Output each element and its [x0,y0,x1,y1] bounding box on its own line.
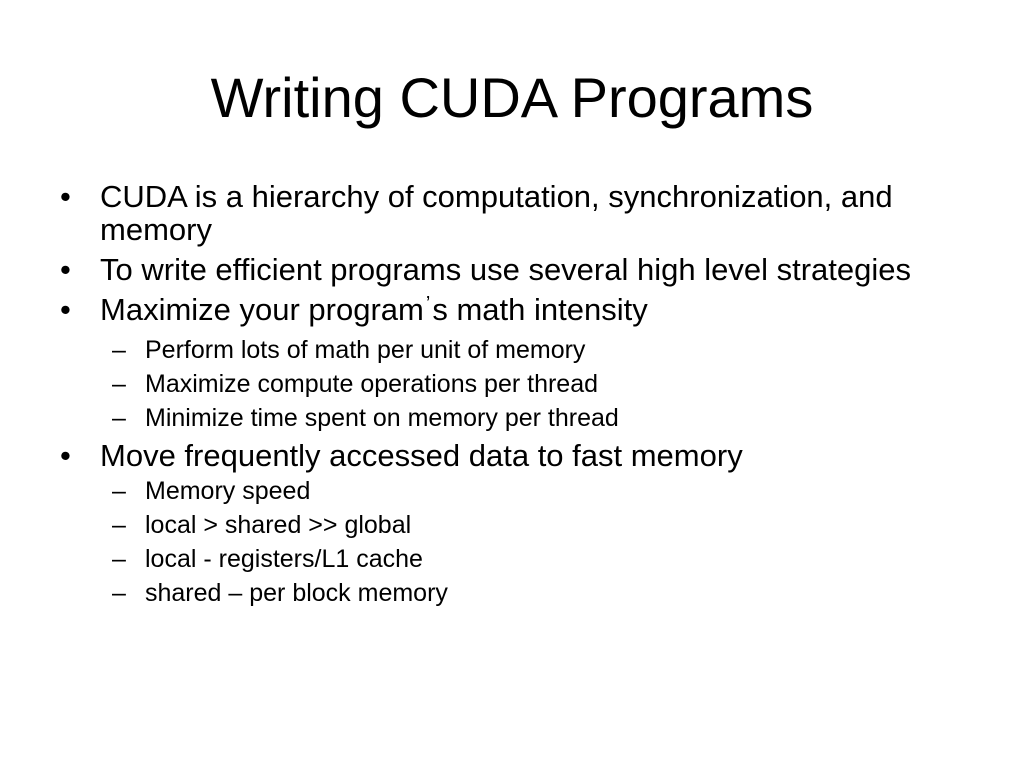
sub-bullet-item [100,337,958,364]
sub-bullet-marker: – [112,477,126,505]
bullet-marker: • [60,179,71,214]
sub-bullet-text: shared – per block memory [145,579,448,607]
sub-bullet-item [100,478,958,505]
bullet-item [58,293,958,432]
bullet-item [58,180,958,246]
bullet-list [58,180,958,614]
sub-bullet-item [100,546,958,573]
sub-bullet-marker: – [112,336,126,364]
sub-bullet-text: Memory speed [145,477,311,505]
sub-bullet-item [100,405,958,432]
sub-bullet-item [100,371,958,398]
bullet-text: Move frequently accessed data to fast memory [100,438,743,473]
bullet-text: To write efficient programs use several high level strategies [100,252,911,287]
sub-bullet-list [100,478,958,607]
apostrophe-glyph: ’ [425,293,431,315]
sub-bullet-item [100,580,958,607]
sub-bullet-text: Maximize compute operations per thread [145,370,599,398]
sub-bullet-marker: – [112,370,126,398]
bullet-item [58,439,958,607]
sub-bullet-text: local > shared >> global [145,511,412,539]
bullet-text: CUDA is a hierarchy of computation, synchronization, and memory [100,179,893,247]
sub-bullet-text: Minimize time spent on memory per thread [145,404,619,432]
sub-bullet-marker: – [112,404,126,432]
sub-bullet-list [100,337,958,432]
sub-bullet-text: Perform lots of math per unit of memory [145,336,586,364]
sub-bullet-marker: – [112,511,126,539]
bullet-text [100,292,648,327]
slide-title: Writing CUDA Programs [210,66,814,129]
bullet-marker: • [60,438,71,473]
sub-bullet-marker: – [112,579,126,607]
bullet-text-part: Maximize your program [100,292,424,327]
sub-bullet-text: local - registers/L1 cache [145,545,423,573]
sub-bullet-item [100,512,958,539]
bullet-item [58,253,958,286]
sub-bullet-marker: – [112,545,126,573]
bullet-text-part: s math intensity [432,292,648,327]
bullet-marker: • [60,252,71,287]
bullet-marker: • [60,292,71,327]
